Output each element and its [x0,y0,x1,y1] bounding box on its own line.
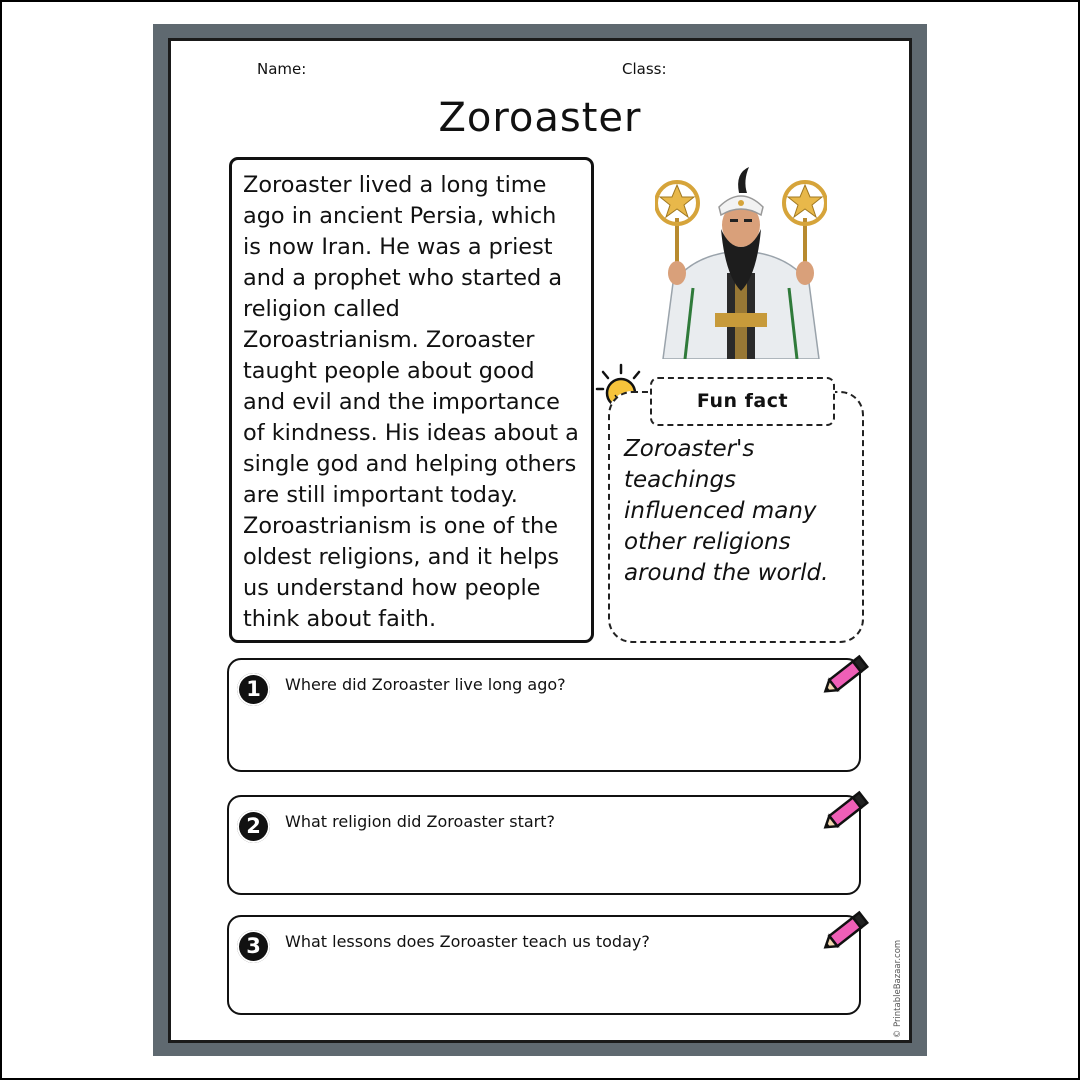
name-label: Name: [257,60,307,78]
class-label: Class: [622,60,667,78]
fun-fact-text: Zoroaster's teachings influenced many other religions around the world. [624,436,829,586]
watermark-text: © PrintableBazaar.com [893,939,903,1039]
question-text-1: Where did Zoroaster live long ago? [285,675,566,694]
question-number-2: 2 [237,810,270,843]
reading-passage-box [229,157,594,643]
question-text-3: What lessons does Zoroaster teach us today? [285,932,650,951]
question-number-3: 3 [237,930,270,963]
question-box-3[interactable] [227,915,861,1015]
pencil-icon [820,651,874,699]
question-box-1[interactable] [227,658,861,772]
fun-fact-title: Fun fact [650,377,835,426]
question-number-1: 1 [237,673,270,706]
worksheet-page [168,38,912,1043]
watermark [891,941,905,1041]
question-text-2: What religion did Zoroaster start? [285,812,555,831]
page-title: Zoroaster [438,95,642,141]
reading-passage-text: Zoroaster lived a long time ago in ancient Persia, which is now Iran. He was a priest and a prophet who started a religion called Zoroastrianism. Zoroaster taught people about good and evil and the importance of kindness. His ideas about a single god and helping others are still important today. Zoroastrianism is one of the oldest religions, and it helps us understand how people think about faith. [243,172,579,632]
pencil-icon [820,787,874,835]
question-box-2[interactable] [227,795,861,895]
pencil-icon [820,907,874,955]
portrait-illustration [655,163,827,359]
